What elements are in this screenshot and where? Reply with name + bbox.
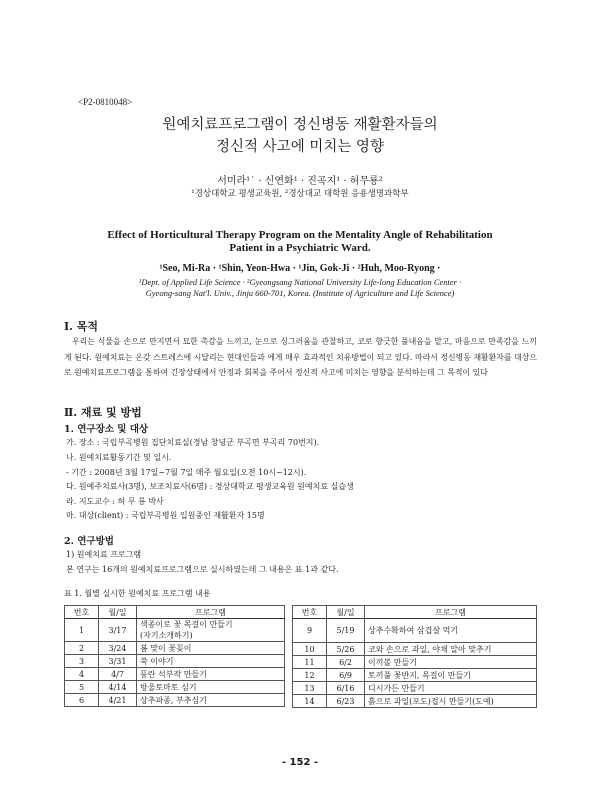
cell-date: 4/21: [99, 694, 137, 707]
header-date: 월/일: [99, 606, 137, 619]
cell-number: 11: [293, 656, 327, 669]
table-header-row: [293, 606, 537, 619]
cell-date: 5/26: [327, 643, 365, 656]
cell-program: 이끼볼 만들기: [365, 656, 537, 669]
table-row: [65, 642, 285, 655]
cell-number: 12: [293, 669, 327, 682]
cell-program: 쑥 이야기: [137, 655, 285, 668]
methods-line-2: 본 연구는 16개의 원예치료프로그램으로 실시하였는데 그 내용은 표 1과 같다.: [66, 565, 339, 574]
table-row: [293, 643, 537, 656]
title-english-line2: Patient in a Psychiatric Ward.: [229, 242, 371, 254]
affiliation-english-line1: ¹Dept. of Applied Life Science · ²Gyeongsang National University Life-long Education Center ·: [138, 277, 462, 287]
cell-date: 3/31: [99, 655, 137, 668]
site-line-6: 마. 대상(client) : 국립부곡병원 입원중인 재활환자 15명: [66, 511, 265, 520]
abstract-code: <P2-0810048>: [78, 97, 133, 107]
methods-line-1: 1) 원예치료 프로그램: [66, 550, 142, 559]
site-line-3: - 기간 : 2008년 3월 17일~7월 7일 매주 월요일(오전 10시~12시).: [66, 468, 307, 477]
table-row: [293, 682, 537, 695]
cell-program: 흙으로 과일(포도)접시 만들기(도예): [365, 695, 537, 708]
table-row: [293, 695, 537, 708]
site-line-1: 가. 장소 : 국립부곡병원 집단치료실(경남 창녕군 부곡면 부곡리 70번지).: [66, 438, 320, 447]
cell-program: 색종이로 꽃 목걸이 만들기 (자기소개하기): [137, 619, 285, 642]
cell-number: 3: [65, 655, 99, 668]
cell-number: 1: [65, 619, 99, 642]
subheading-methods: 2. 연구방법: [64, 536, 114, 547]
affiliation-korean: ¹경상대학교 평생교육원, ²경상대교 대학원 응용생명과학부: [191, 189, 409, 199]
purpose-paragraph: 우리는 식물을 손으로 만지면서 묘한 촉감을 느끼고, 눈으로 싱그러움을 관찰하고, 코로 향긋한 풀내음을 맡고, 마음으로 만족감을 느끼게 된다. 원예치료는 온갖 스트레스에 시달리는 현대인들과 에게 매우 효과적인 치유방법이 되고 있다. 따라서 정신병동 재활환자를 대상으로 원예치료프로그램을 통하여 긴장상태에서 안정과 회복을 주어서 정신적 사고에 미치는 영향을 분석하는데 그 목적이 있다: [64, 337, 537, 377]
cell-number: 13: [293, 682, 327, 695]
cell-date: 4/14: [99, 681, 137, 694]
site-line-5: 라. 지도교수 : 허 무 룡 박사: [66, 497, 164, 506]
cell-date: 6/2: [327, 656, 365, 669]
page-number: - 152 -: [281, 757, 319, 768]
cell-date: 6/23: [327, 695, 365, 708]
site-line-2: 나. 원예치료활동기간 및 일시.: [66, 453, 172, 462]
cell-program: 코와 손으로 과일, 야채 알아 맞추기: [365, 643, 537, 656]
table-row: [65, 655, 285, 668]
cell-number: 5: [65, 681, 99, 694]
header-program: 프로그램: [137, 606, 285, 619]
title-korean-line1: 원예치료프로그램이 정신병동 재활환자들의: [162, 117, 438, 133]
table-row: [293, 619, 537, 643]
cell-program: 풍란 석부작 만들기: [137, 668, 285, 681]
section-heading-materials-methods: Ⅱ. 재료 및 방법: [64, 406, 142, 419]
header-program: 프로그램: [365, 606, 537, 619]
table-row: [65, 694, 285, 707]
cell-number: 14: [293, 695, 327, 708]
cell-number: 2: [65, 642, 99, 655]
cell-number: 6: [65, 694, 99, 707]
table-row: [293, 669, 537, 682]
cell-date: 5/19: [327, 619, 365, 643]
table-row: [65, 681, 285, 694]
header-date: 월/일: [327, 606, 365, 619]
cell-date: 3/17: [99, 619, 137, 642]
title-english-line1: Effect of Horticultural Therapy Program on the Mentality Angle of Rehabilitation: [107, 229, 493, 241]
table-header-row: [65, 606, 285, 619]
cell-program: 상추수확하여 삼겹살 먹기: [365, 619, 537, 643]
cell-program: 상추파종, 부추심기: [137, 694, 285, 707]
cell-program: 봄 맞이 꽃꽂이: [137, 642, 285, 655]
header-number: 번호: [65, 606, 99, 619]
authors-korean: 서미라¹˙ · 신연화¹ · 진곡지¹ · 허무룡²: [217, 176, 383, 187]
cell-date: 6/9: [327, 669, 365, 682]
affiliation-english-line2: Gyeong-sang Nat'l. Univ., Jinju 660-701, Korea. (Institute of Agriculture and Life Science): [145, 288, 455, 298]
section-heading-purpose: Ⅰ. 목적: [64, 320, 99, 333]
title-korean-line2: 정신적 사고에 미치는 영향: [216, 139, 384, 155]
table-row: [293, 656, 537, 669]
cell-date: 4/7: [99, 668, 137, 681]
cell-number: 10: [293, 643, 327, 656]
program-table-left: [64, 605, 285, 707]
cell-date: 6/16: [327, 682, 365, 695]
cell-program: 방울토마토 심기: [137, 681, 285, 694]
authors-english: ¹Seo, Mi-Ra · ¹Shin, Yeon-Hwa · ¹Jin, Gok-Ji · ²Huh, Moo-Ryong ·: [159, 263, 441, 274]
site-line-4: 다. 원예주치료사(3명), 보조치료사(6명) : 경상대학교 평생교육원 원예치료 실습생: [66, 482, 354, 491]
cell-date: 3/24: [99, 642, 137, 655]
program-table-right: [292, 605, 537, 708]
table-caption: 표 1. 월별 실시한 원예치료 프로그램 내용: [64, 589, 211, 598]
subheading-study-site: 1. 연구장소 및 대상: [64, 424, 149, 435]
header-number: 번호: [293, 606, 327, 619]
cell-number: 4: [65, 668, 99, 681]
table-row: [65, 668, 285, 681]
cell-number: 9: [293, 619, 327, 643]
cell-program: 토끼풀 꽃반지, 목걸이 만들기: [365, 669, 537, 682]
table-row: [65, 619, 285, 642]
cell-program: 디시가든 만들기: [365, 682, 537, 695]
